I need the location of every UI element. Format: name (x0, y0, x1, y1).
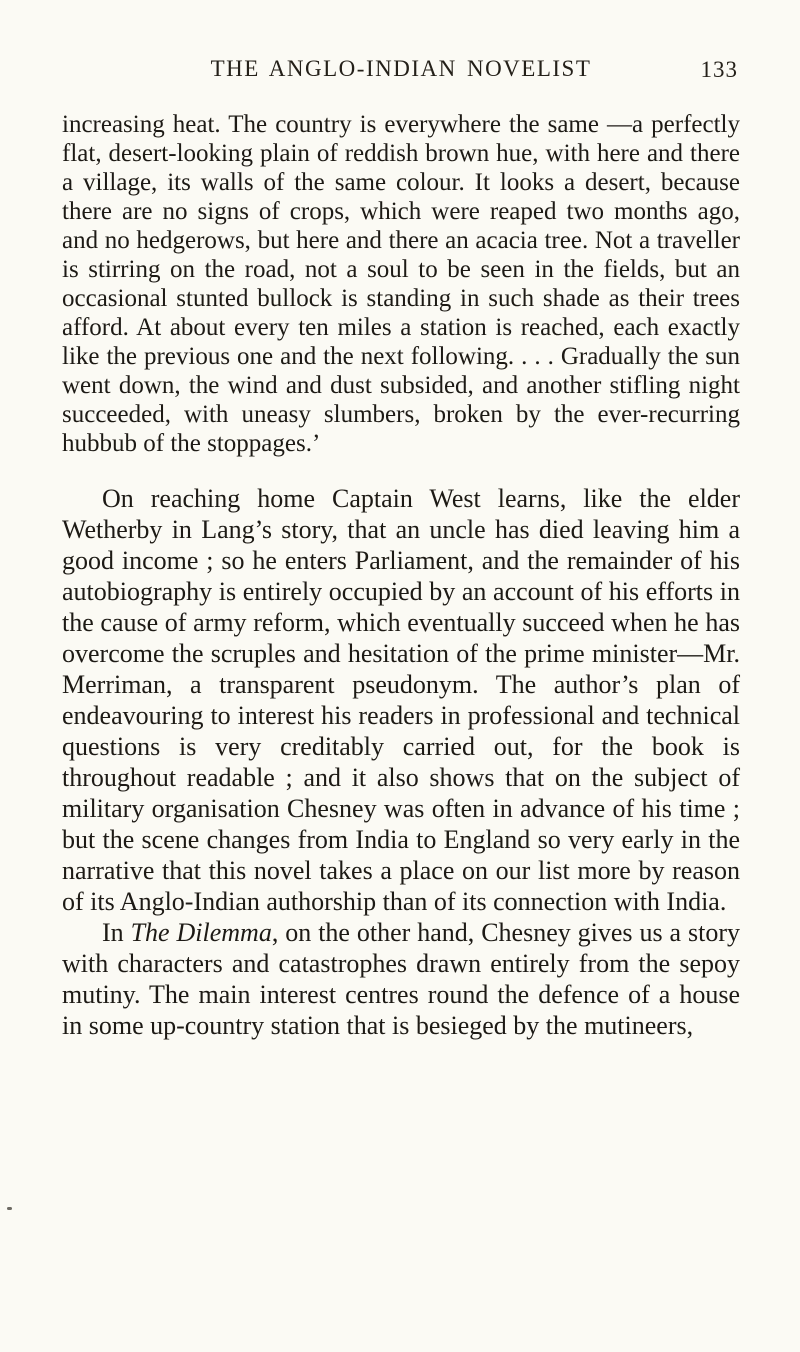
quote-text: increasing heat. The country is everywhere the same —a perfectly flat, desert-looking plain of reddish brown hue, with here and there a village, its walls of the same colour. It looks a desert, because there are no signs of crops, which were reaped two months ago, and no hedgerows, but here and there an acacia tree. Not a traveller is stirring on the road, not a soul to be seen in the fields, but an occasional stunted bullock is standing in such shade as their trees afford. At about every ten miles a station is reached, each exactly like the previous one and the next following. . . . Gradually the sun went down, the wind and dust subsided, and another stifling night succeeded, with uneasy slumbers, broken by the ever-recurring hubbub of the stoppages.’ (62, 111, 740, 457)
page-number: 133 (700, 57, 738, 82)
running-title: THE ANGLO-INDIAN NOVELIST (210, 56, 592, 81)
paragraph-the-dilemma (62, 917, 740, 1041)
page-header (62, 56, 740, 86)
book-title-italic: The Dilemma (130, 918, 272, 947)
dilemma-prefix: In (102, 918, 131, 947)
dilemma-rest: , on the other hand, Chesney gives us a story with characters and catastrophes drawn entirely from the sepoy mutiny. The main interest centres round the defence of a house in some up-country station that is besieged by the mutineers, (62, 918, 740, 1040)
paragraph-captain-west: On reaching home Captain West learns, like the elder Wetherby in Lang’s story, that an uncle has died leaving him a good income ; so he enters Parliament, and the remainder of his autobiography is entirely occupied by an account of his efforts in the cause of army reform, which eventually succeed when he has overcome the scruples and hesitation of the prime minister—Mr. Merriman, a transparent pseudonym. The author’s plan of endeavouring to interest his readers in professional and technical questions is very creditably carried out, for the book is throughout readable ; and it also shows that on the subject of military organisation Chesney was often in advance of his time ; but the scene changes from India to England so very early in the narrative that this novel takes a place on our list more by reason of its Anglo-Indian authorship than of its connection with India. (62, 484, 740, 916)
scan-artifact-dot (7, 1207, 12, 1210)
quoted-passage (62, 110, 740, 458)
